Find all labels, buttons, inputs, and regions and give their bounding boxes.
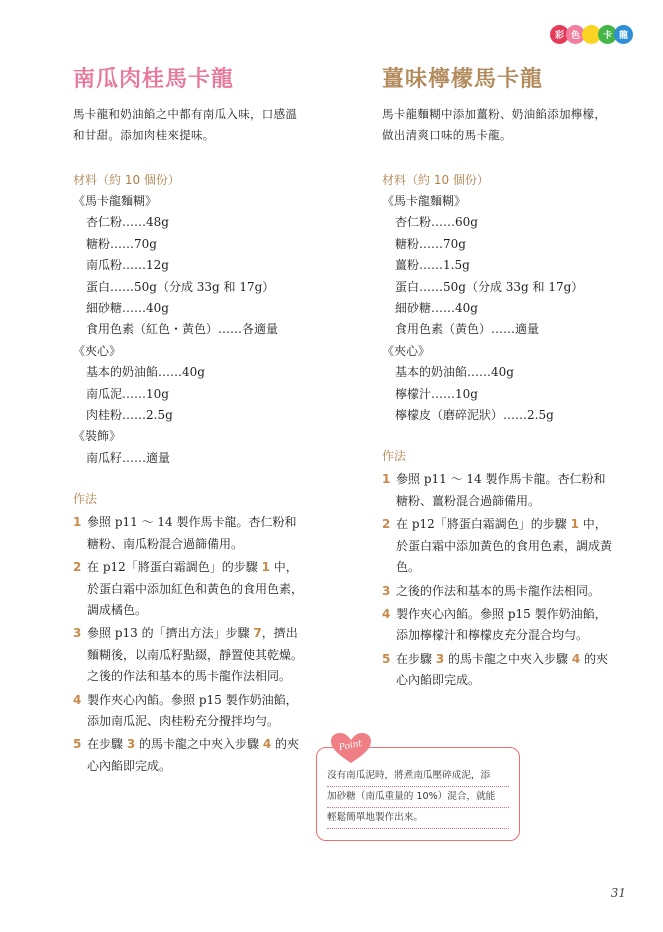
- step-text-part: 製作夾心內餡。參照 p15 製作奶油餡，添加南瓜泥、肉桂粉充分攪拌均勻。: [87, 692, 298, 728]
- material-group: 《裝飾》: [73, 429, 122, 444]
- recipe-left: [73, 66, 308, 779]
- step-text-part: 中，於蛋白霜中添加紅色和黃色的食用色素，調成橘色。: [87, 560, 304, 617]
- step-text: [396, 581, 617, 602]
- step-number: 3: [73, 626, 82, 641]
- category-badges: [553, 25, 633, 44]
- step-number: 5: [73, 737, 82, 752]
- step-number: 2: [73, 560, 82, 575]
- point-text-line: 加砂糖（南瓜重量的 10%）混合，就能: [327, 787, 509, 808]
- step-reference: 4: [262, 737, 272, 752]
- step-text-part: 在 p12「將蛋白霜調色」的步驟: [87, 560, 262, 575]
- step-number: 4: [73, 692, 82, 707]
- material-item: 南瓜泥……10g: [86, 386, 169, 401]
- step-text-part: 在 p12「將蛋白霜調色」的步驟: [396, 517, 571, 532]
- step-text-part: 的馬卡龍之中夾入步驟: [135, 737, 263, 752]
- materials-heading-left: 材料（約 10 個份）: [73, 173, 180, 187]
- step-text-part: 的夾心內餡即完成。: [87, 737, 300, 773]
- step-number: 2: [382, 517, 391, 532]
- heart-icon: [329, 731, 373, 765]
- step-text-part: 參照 p11 ～ 14 製作馬卡龍。杏仁粉和糖粉、南瓜粉混合過篩備用。: [87, 515, 297, 551]
- step-item: [73, 690, 308, 733]
- page-number: 31: [610, 886, 626, 900]
- step-item: [73, 734, 308, 777]
- steps-list-right: [382, 469, 617, 691]
- step-number: 1: [73, 515, 82, 530]
- step-item: [382, 649, 617, 692]
- step-number: 4: [382, 606, 391, 621]
- material-item: 肉桂粉……2.5g: [86, 408, 173, 423]
- materials-list-right: [382, 191, 617, 426]
- step-text: [87, 623, 308, 687]
- step-text: [396, 604, 617, 647]
- materials-list-left: [73, 191, 308, 469]
- step-text-part: 之後的作法和基本的馬卡龍作法相同。: [396, 583, 601, 598]
- material-item: 食用色素（黃色）……適量: [395, 322, 540, 337]
- material-item: 細砂糖……40g: [86, 301, 169, 316]
- step-reference: 3: [126, 737, 136, 752]
- material-item: 檸檬汁……10g: [395, 386, 478, 401]
- step-reference: 1: [570, 517, 579, 532]
- material-item: 基本的奶油餡……40g: [395, 365, 514, 380]
- steps-list-left: [73, 512, 308, 777]
- steps-heading-right: 作法: [382, 449, 407, 464]
- step-item: [382, 581, 617, 602]
- category-badge: 龍: [614, 25, 633, 44]
- step-text-part: 在步驟: [87, 737, 127, 752]
- material-item: 食用色素（紅色・黃色）……各適量: [86, 322, 279, 337]
- recipe-intro-right: 馬卡龍麵糊中添加薑粉、奶油餡添加檸檬，做出清爽口味的馬卡龍。: [382, 107, 607, 142]
- material-group: 《夾心》: [382, 343, 431, 358]
- step-item: [73, 512, 308, 555]
- step-text-part: 中，於蛋白霜中添加黃色的食用色素，調成黃色。: [396, 517, 613, 575]
- step-text-part: 在步驟: [396, 651, 436, 666]
- material-item: 蛋白……50g（分成 33g 和 17g）: [86, 279, 275, 294]
- step-text-part: 的馬卡龍之中夾入步驟: [444, 651, 572, 666]
- category-badge: 色: [566, 25, 585, 44]
- material-item: 基本的奶油餡……40g: [86, 365, 205, 380]
- material-item: 杏仁粉……60g: [395, 215, 478, 230]
- material-item: 糖粉……70g: [395, 236, 466, 251]
- step-number: 1: [382, 472, 391, 487]
- material-item: 杏仁粉……48g: [86, 215, 169, 230]
- step-item: [382, 469, 617, 512]
- step-reference: 7: [253, 626, 262, 641]
- material-item: 薑粉……1.5g: [395, 258, 470, 273]
- material-item: 蛋白……50g（分成 33g 和 17g）: [395, 279, 584, 294]
- materials-heading-right: 材料（約 10 個份）: [382, 173, 489, 187]
- category-badge: 卡: [598, 25, 617, 44]
- recipe-right: [382, 66, 617, 694]
- point-text-line: 輕鬆簡單地製作出來。: [327, 808, 509, 829]
- point-text-line: 沒有南瓜泥時，將煮南瓜壓碎成泥，添: [327, 766, 509, 787]
- recipe-title-left: 南瓜肉桂馬卡龍: [73, 67, 235, 92]
- material-group: 《馬卡龍麵糊》: [382, 194, 467, 208]
- point-text: [327, 766, 509, 829]
- material-item: 糖粉……70g: [86, 236, 157, 251]
- step-text-part: 的夾心內餡即完成。: [396, 651, 609, 688]
- step-item: [382, 604, 617, 647]
- step-text: [87, 690, 308, 733]
- steps-heading-left: 作法: [73, 492, 98, 507]
- step-reference: 3: [435, 651, 445, 666]
- recipe-intro-left: 馬卡龍和奶油餡之中都有南瓜入味，口感溫和甘甜。添加肉桂來提味。: [73, 107, 298, 142]
- step-text: [396, 649, 617, 692]
- material-group: 《夾心》: [73, 343, 122, 358]
- step-text: [396, 514, 617, 578]
- step-text-part: 製作夾心內餡。參照 p15 製作奶油餡，添加檸檬汁和檸檬皮充分混合均勻。: [396, 606, 607, 643]
- step-number: 3: [382, 583, 391, 598]
- material-item: 細砂糖……40g: [395, 301, 478, 316]
- material-item: 南瓜籽……適量: [86, 450, 171, 465]
- step-item: [73, 557, 308, 621]
- step-number: 5: [382, 651, 391, 666]
- step-text-part: 參照 p11 ～ 14 製作馬卡龍。杏仁粉和糖粉、薑粉混合過篩備用。: [396, 472, 606, 508]
- material-group: 《馬卡龍麵糊》: [73, 194, 158, 208]
- point-tip-box: [316, 738, 520, 841]
- step-text-part: ，擠出麵糊後，以南瓜籽點綴，靜置使其乾燥。之後的作法和基本的馬卡龍作法相同。: [87, 626, 304, 684]
- step-text: [87, 512, 308, 555]
- step-reference: 1: [261, 560, 270, 575]
- step-text-part: 參照 p13 的「擠出方法」步驟: [87, 626, 254, 641]
- step-item: [382, 514, 617, 578]
- point-label: Point: [338, 738, 364, 754]
- step-text: [87, 557, 308, 621]
- category-badge: 彩: [550, 25, 569, 44]
- recipe-title-right: 薑味檸檬馬卡龍: [382, 67, 544, 92]
- material-item: 檸檬皮（磨碎泥狀）……2.5g: [395, 408, 554, 423]
- step-item: [73, 623, 308, 687]
- step-reference: 4: [571, 651, 581, 666]
- step-text: [87, 734, 308, 777]
- step-text: [396, 469, 617, 512]
- material-item: 南瓜粉……12g: [86, 258, 169, 273]
